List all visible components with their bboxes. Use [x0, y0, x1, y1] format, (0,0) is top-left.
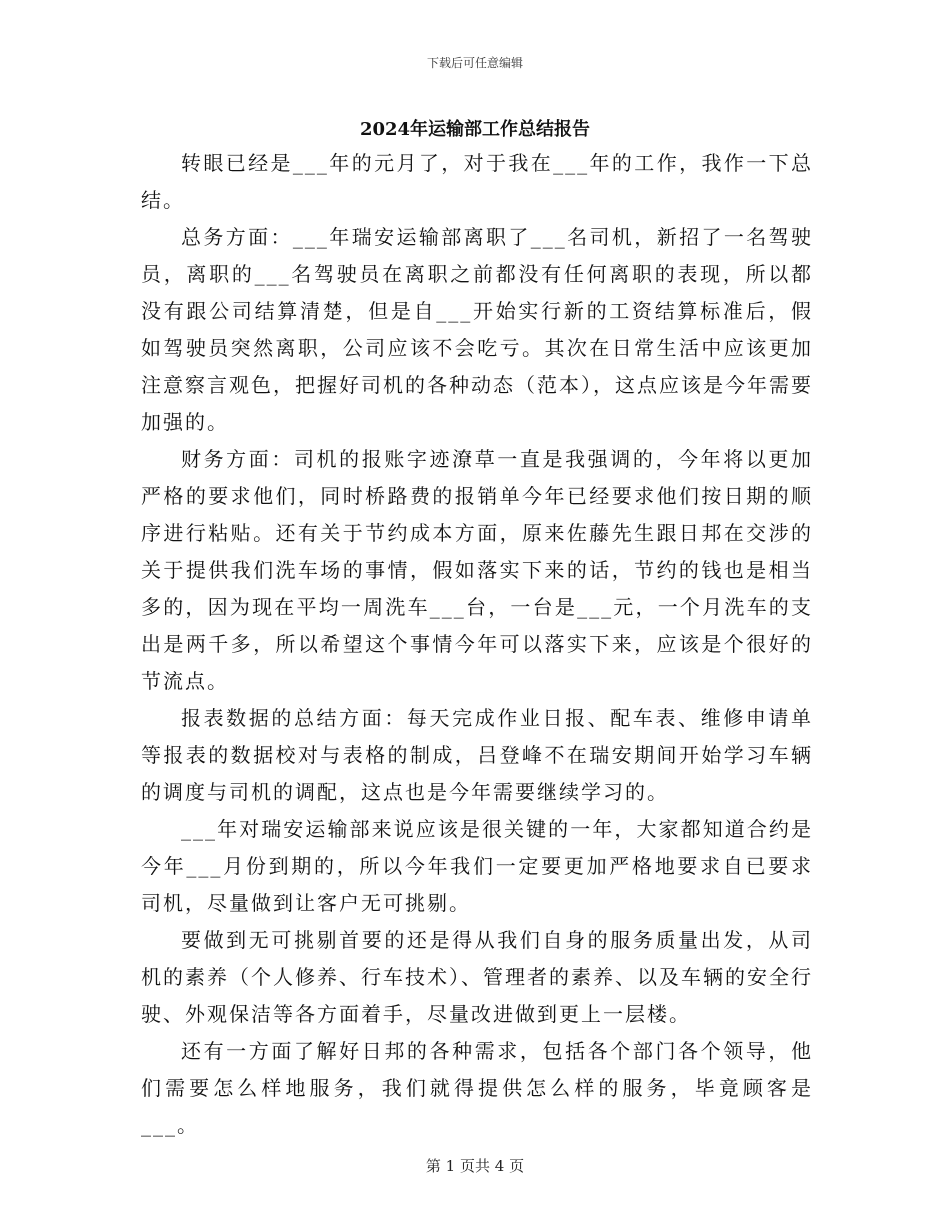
- paragraph: 要做到无可挑剔首要的还是得从我们自身的服务质量出发，从司机的素养（个人修养、行车技术）、管理者的素养、以及车辆的安全行驶、外观保洁等各方面着手，尽量改进做到更上一层楼。: [141, 928, 813, 1026]
- page-number: 第 1 页共 4 页: [425, 1157, 525, 1175]
- paragraph: 财务方面：司机的报账字迹潦草一直是我强调的，今年将以更加严格的要求他们，同时桥路费的报销单今年已经要求他们按日期的顺序进行粘贴。还有关于节约成本方面，原来佐藤先生跟日邦在交涉的关于提供我们洗车场的事情，假如落实下来的话，节约的钱也是相当多的，因为现在平均一周洗车___台，一台是___元，一个月洗车的支出是两千多，所以希望这个事情今年可以落实下来，应该是个很好的节流点。: [141, 447, 813, 693]
- paragraph: 转眼已经是___年的元月了，对于我在___年的工作，我作一下总结。: [141, 151, 813, 212]
- paragraph: 还有一方面了解好日邦的各种需求，包括各个部门各个领导，他们需要怎么样地服务，我们就得提供怎么样的服务，毕竟顾客是___。: [141, 1039, 813, 1137]
- paragraph: 总务方面：___年瑞安运输部离职了___名司机，新招了一名驾驶员，离职的___名驾驶员在离职之前都没有任何离职的表现，所以都没有跟公司结算清楚，但是自___开始实行新的工资结算标准后，假如驾驶员突然离职，公司应该不会吃亏。其次在日常生活中应该更加注意察言观色，把握好司机的各种动态（范本），这点应该是今年需要加强的。: [141, 225, 813, 434]
- paragraph: 报表数据的总结方面：每天完成作业日报、配车表、维修申请单等报表的数据校对与表格的制成，吕登峰不在瑞安期间开始学习车辆的调度与司机的调配，这点也是今年需要继续学习的。: [141, 706, 813, 804]
- page-header-note: 下载后可任意编辑: [426, 56, 523, 70]
- document-body: [141, 145, 813, 1144]
- document-title: 2024年运输部工作总结报告: [359, 119, 591, 140]
- paragraph: ___年对瑞安运输部来说应该是很关键的一年，大家都知道合约是今年___月份到期的，所以今年我们一定要更加严格地要求自已要求司机，尽量做到让客户无可挑剔。: [141, 817, 813, 915]
